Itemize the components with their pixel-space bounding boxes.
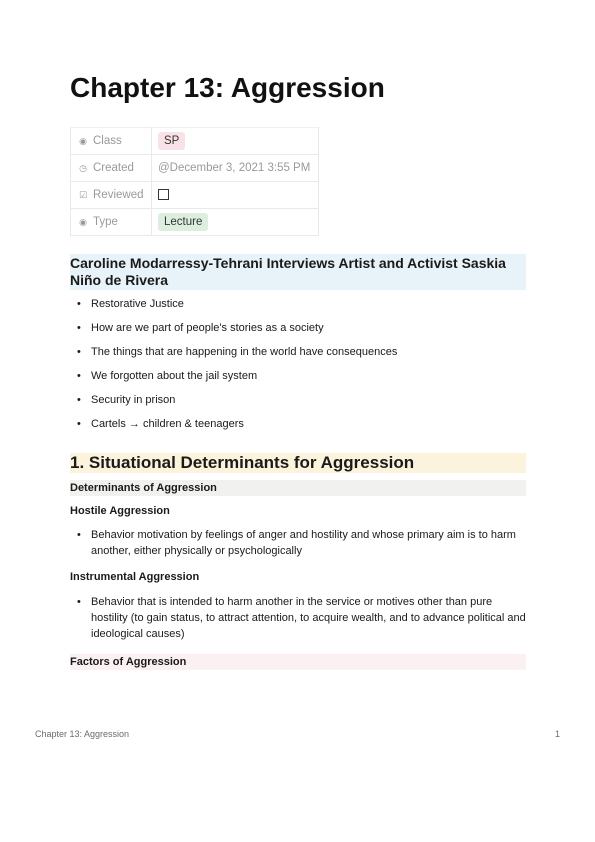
subheading-hostile: Hostile Aggression [70, 505, 170, 517]
status-icon: ◉ [79, 217, 87, 227]
property-row-type [71, 209, 319, 236]
list-item: • Security in prison [70, 392, 526, 408]
footer-title: Chapter 13: Aggression [35, 729, 130, 739]
list-item: • Behavior that is intended to harm another in the service or motives other than pure hostility (to gain status, to attract attention, to acquire wealth, and to advance political and ideological causes) [70, 594, 526, 642]
property-value[interactable] [152, 182, 319, 209]
clock-icon: ◷ [79, 163, 87, 173]
list-item: • Restorative Justice [70, 296, 526, 312]
hostile-bullet-list [70, 527, 526, 559]
reviewed-checkbox[interactable] [158, 189, 169, 200]
checkbox-icon: ☑ [78, 190, 88, 200]
interview-heading: Caroline Modarressy-Tehrani Interviews Artist and Activist Saskia Niño de Rivera [70, 254, 526, 290]
property-key: ◉ Type [71, 209, 152, 236]
list-item: • How are we part of people's stories as a society [70, 320, 526, 336]
property-value[interactable] [152, 128, 319, 155]
interview-bullet-list [70, 296, 526, 432]
class-tag[interactable]: SP [158, 132, 185, 150]
type-tag[interactable]: Lecture [158, 213, 208, 231]
property-value [152, 155, 319, 182]
property-row-reviewed [71, 182, 319, 209]
property-key: ◷ Created [71, 155, 152, 182]
subheading-factors: Factors of Aggression [70, 654, 526, 670]
status-icon: ◉ [79, 136, 87, 146]
list-item: • Cartels → children & teenagers [70, 416, 526, 432]
list-item: • We forgotten about the jail system [70, 368, 526, 384]
section-heading-situational: 1. Situational Determinants for Aggression [70, 453, 526, 473]
subheading-instrumental: Instrumental Aggression [70, 571, 200, 583]
subheading-determinants: Determinants of Aggression [70, 480, 526, 496]
page-number: 1 [554, 729, 560, 739]
list-item: • The things that are happening in the world have consequences [70, 344, 526, 360]
properties-table [70, 127, 319, 236]
list-item: • Behavior motivation by feelings of anger and hostility and whose primary aim is to harm another, either physically or psychologically [70, 527, 526, 559]
created-date: @December 3, 2021 3:55 PM [158, 162, 311, 174]
property-row-class [71, 128, 319, 155]
page-title: Chapter 13: Aggression [70, 72, 385, 103]
property-row-created [71, 155, 319, 182]
property-key: ◉ Class [71, 128, 152, 155]
property-value[interactable] [152, 209, 319, 236]
instrumental-bullet-list [70, 594, 526, 642]
property-key: ☑ Reviewed [71, 182, 152, 209]
